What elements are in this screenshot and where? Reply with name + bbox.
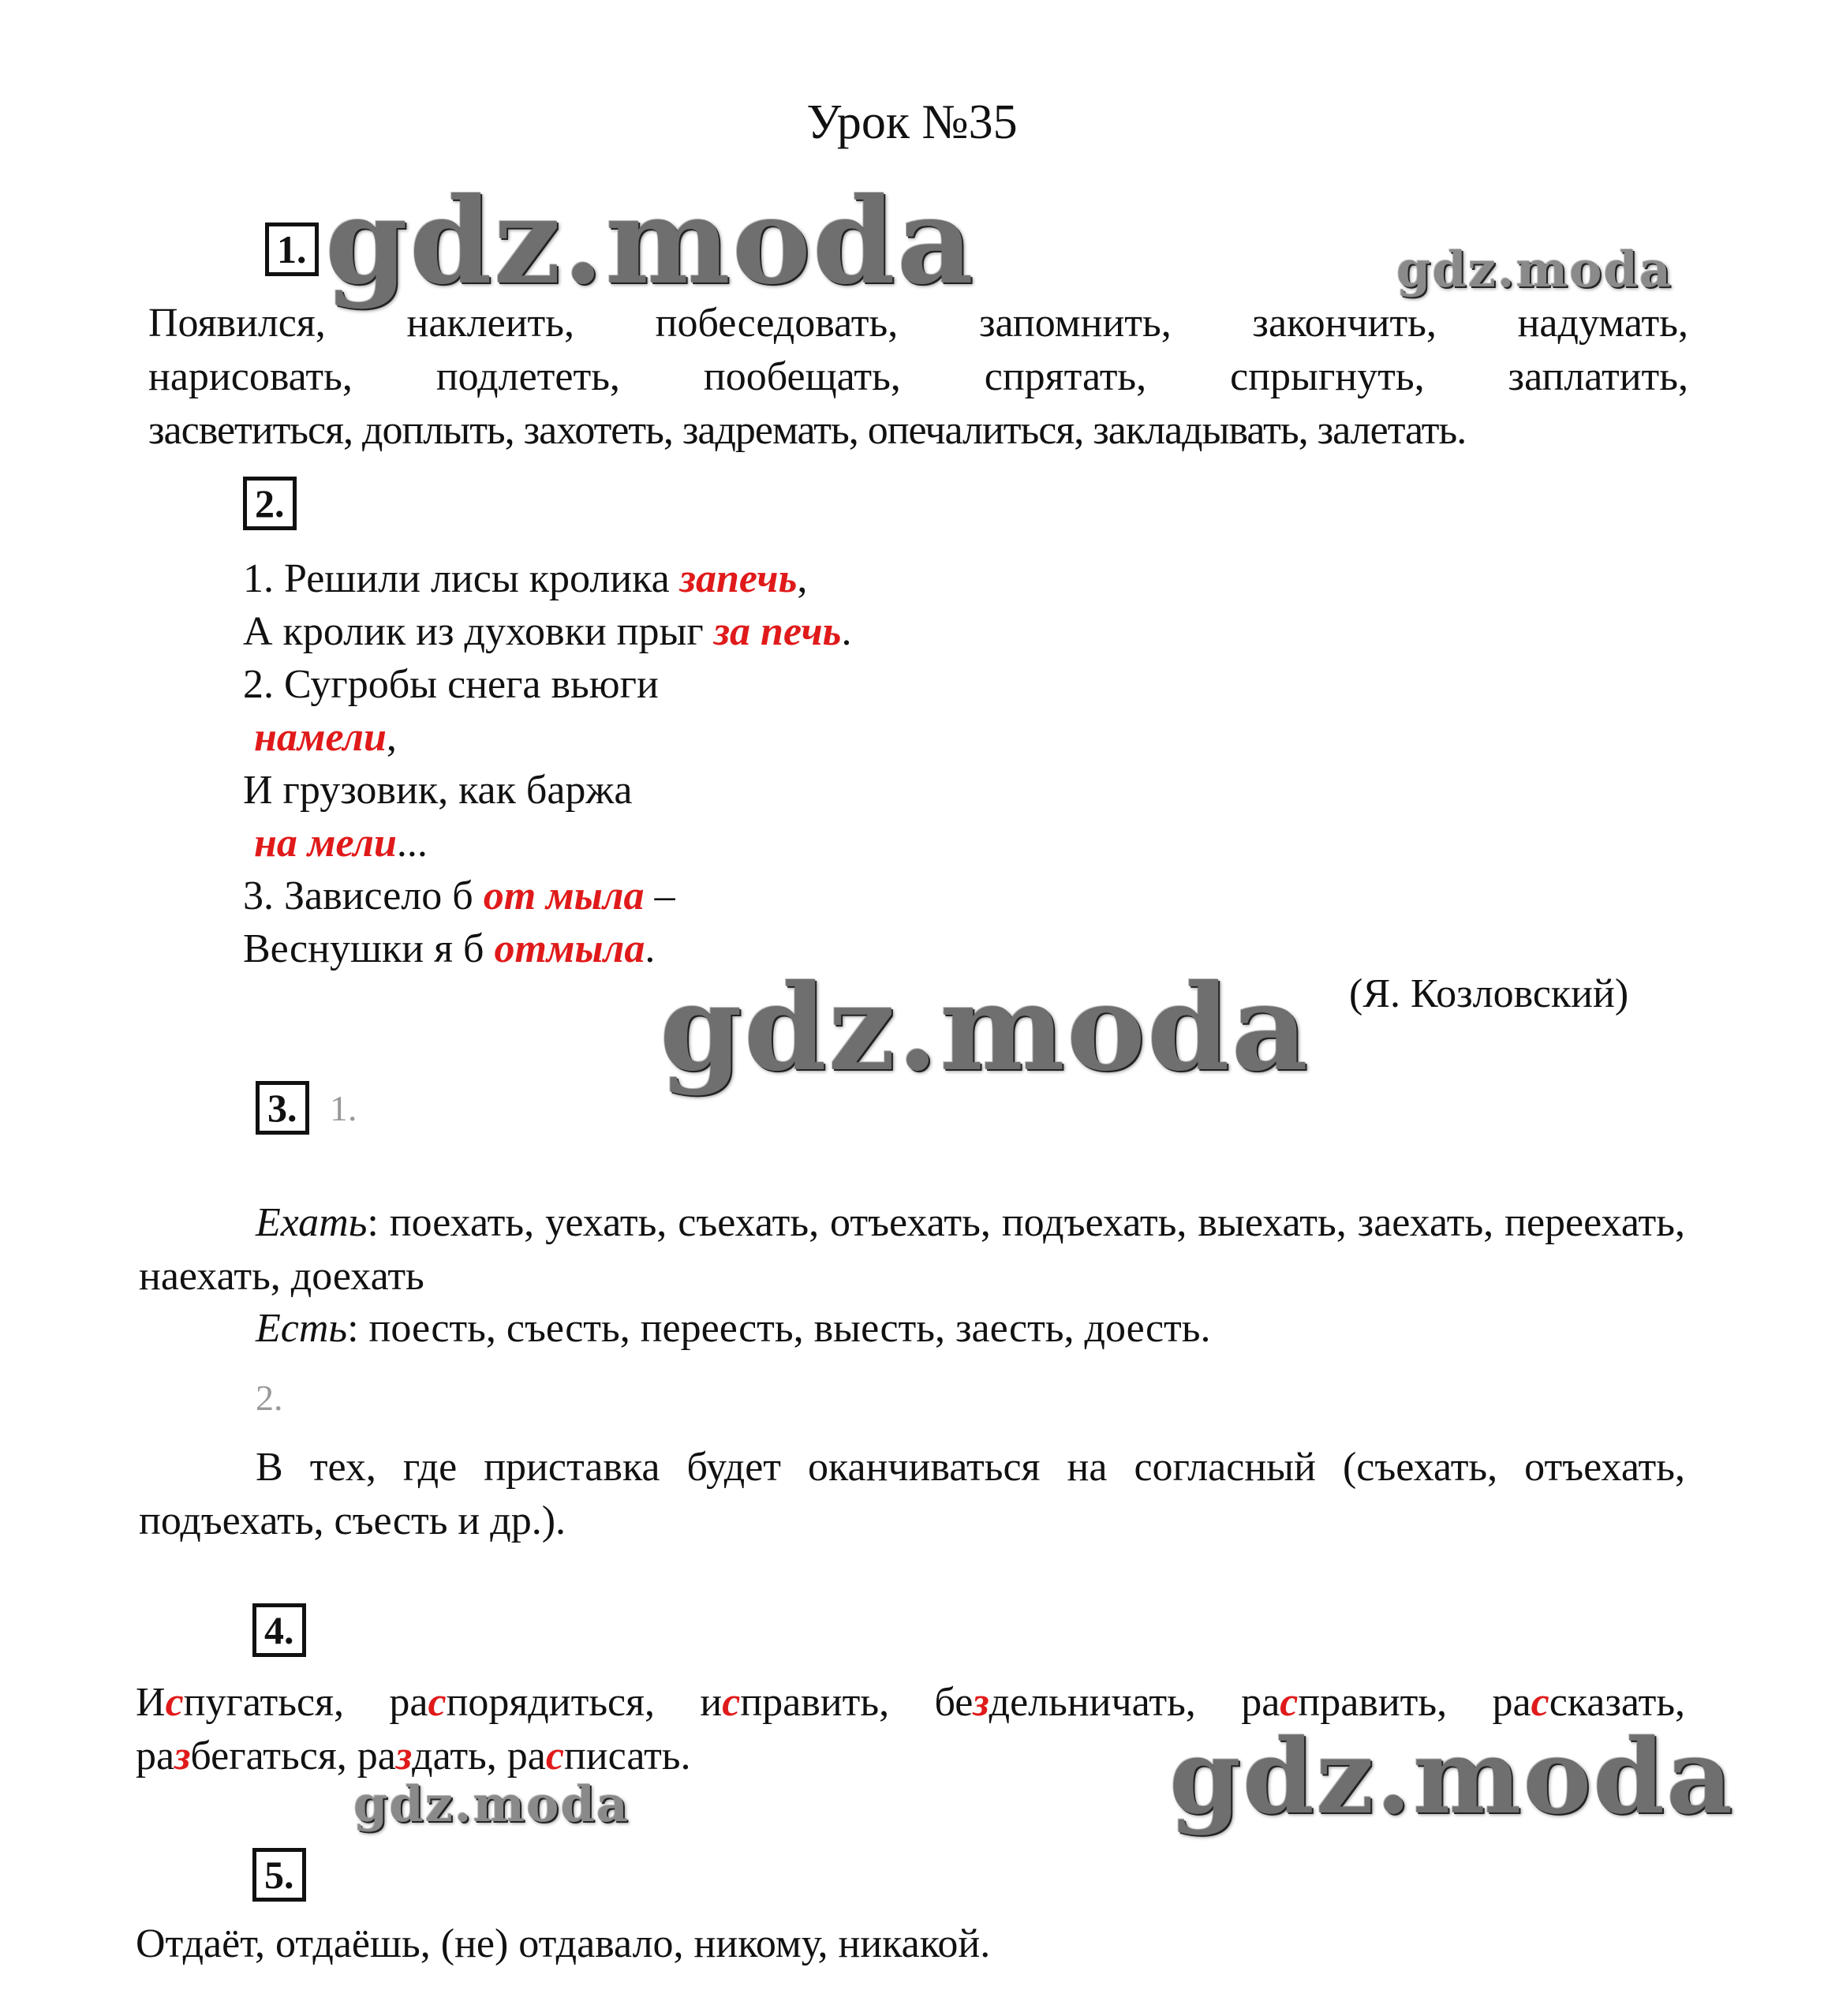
task4-word: раздать,	[357, 1734, 497, 1778]
task4-number: 4.	[252, 1603, 306, 1657]
task1-line1: Появился, наклеить, побеседовать, запомнить, закончить, надумать,	[148, 301, 1688, 346]
watermark-bottom-right: gdz.moda	[1169, 1716, 1735, 1837]
task3-sub2: 2.	[256, 1378, 283, 1418]
task4-word: бездельничать,	[934, 1680, 1196, 1725]
task4-word: рассказать,	[1492, 1680, 1686, 1725]
task4-word: Испугаться,	[136, 1680, 344, 1725]
task1-line3: засветиться, доплыть, захотеть, задремать, опечалиться, закладывать, залетать.	[148, 408, 1467, 453]
poem-author: (Я. Козловский)	[1349, 971, 1629, 1016]
task4-word: расписать.	[506, 1734, 691, 1778]
task5-text: Отдаёт, отдаёшь, (не) отдавало, никому, никакой.	[136, 1921, 991, 1966]
watermark-middle: gdz.moda	[660, 959, 1310, 1098]
poem-line-4: намели,	[254, 715, 397, 760]
task3-answer: В тех, где приставка будет оканчиваться на согласный (съехать, отъехать, подъехать, съесть и др.).	[139, 1445, 1685, 1543]
poem-line-1: 1. Решили лисы кролика запечь,	[243, 556, 808, 601]
poem-line-6: на мели...	[254, 821, 428, 866]
poem-line-8: Веснушки я б отмыла.	[243, 926, 656, 971]
watermark-top-right: gdz.moda	[1396, 241, 1673, 298]
watermark-bottom-left: gdz.moda	[353, 1775, 630, 1833]
poem-line-7: 3. Зависело б от мыла –	[243, 873, 675, 918]
task3-est: Есть: поесть, съесть, переесть, выесть, заесть, доесть.	[256, 1306, 1211, 1351]
task5-number: 5.	[252, 1848, 306, 1902]
watermark-main: gdz.moda	[325, 172, 976, 311]
poem-line-3: 2. Сугробы снега вьюги	[243, 662, 659, 707]
task3-sub1: 1.	[330, 1088, 357, 1128]
poem-line-5: И грузовик, как баржа	[243, 768, 633, 813]
task3-ehat: Ехать: поехать, уехать, съехать, отъехать, подъехать, выехать, заехать, переехать, наехать, доехать	[139, 1200, 1685, 1299]
task4-word: исправить,	[700, 1680, 890, 1725]
task4-word: расправить,	[1241, 1680, 1448, 1725]
task3-number: 3.	[256, 1081, 309, 1135]
task4-word: распорядиться,	[389, 1680, 656, 1725]
poem-line-2: А кролик из духовки прыг за печь.	[243, 609, 852, 654]
page-title: Урок №35	[806, 95, 1018, 149]
task2-number: 2.	[243, 477, 297, 530]
task2-poem	[243, 552, 851, 975]
task1-number: 1.	[265, 223, 319, 276]
task1-line2: нарисовать, подлететь, пообещать, спрятать, спрыгнуть, заплатить,	[148, 354, 1688, 399]
task1-text	[148, 297, 1688, 458]
task4-word: разбегаться,	[136, 1734, 347, 1778]
